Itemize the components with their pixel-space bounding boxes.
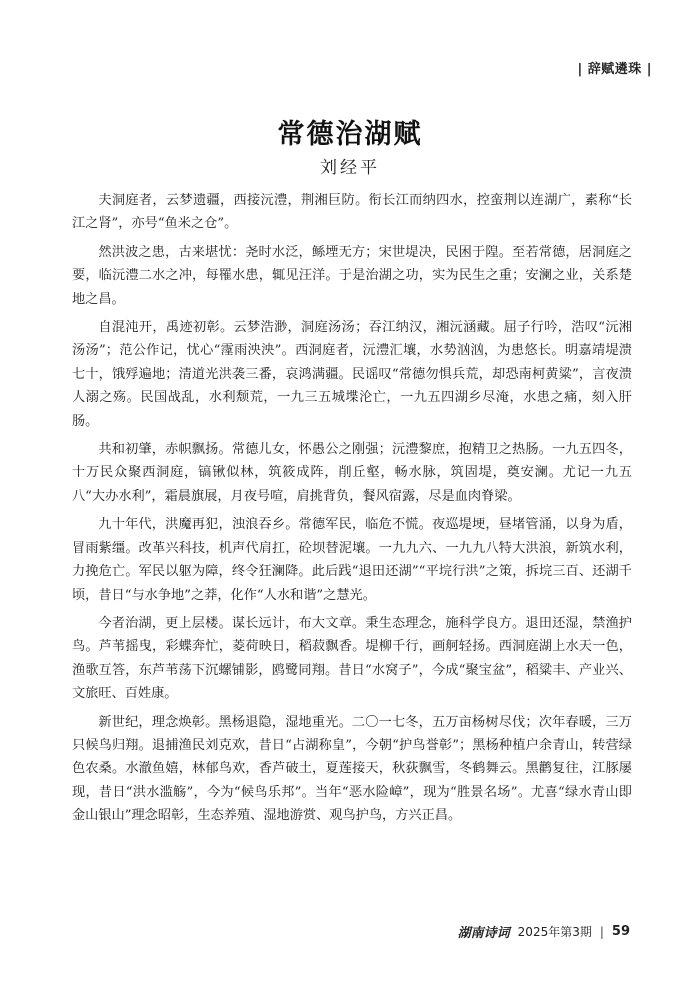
paragraph: 九十年代，洪魔再犯，浊浪吞乡。常德军民，临危不慌。夜巡堤埂，昼堵管涌，以身为盾，冒雨紫缰。改革兴科技，机声代肩扛，砼坝替泥壤。一九九六、一九九八特大洪浪，新筑水利，力挽危亡。军民以躯为障，终令狂澜降。此后践“退田还湖”“平垸行洪”之策，拆垸三百、还湖千顷，昔日“与水争地”之莽，化作“人水和谐”之慧光。 bbox=[72, 517, 632, 603]
section-tag: | 辞赋遴珠 | bbox=[577, 62, 652, 77]
article-body bbox=[72, 189, 632, 833]
paragraph: 今者治湖，更上层楼。谋长远计，布大文章。秉生态理念，施科学良方。退田还湿，禁渔护鸟。芦苇摇曳，彩蝶奔忙，菱荷映日，稻菽飘香。堤柳千行，画舸轻扬。西洞庭湖上水天一色，渔歌互答，东芦苇荡下沉螺铺影，鸥鹭同翔。昔日“水窝子”，今成“聚宝盆”，稻粱丰、产业兴、文旅旺、百姓康。 bbox=[72, 615, 632, 702]
issue-label: 2025年第3期 bbox=[517, 925, 592, 939]
journal-logo: 湖南诗词 bbox=[457, 926, 510, 941]
paragraph: 夫洞庭者，云梦遗疆，西接沅澧，荆湘巨防。衔长江而纳四水，控蛮荆以连湖广，素称“长江之肾”，亦号“鱼米之仓”。 bbox=[72, 193, 632, 232]
page-number: 59 bbox=[611, 924, 630, 939]
article-author: 刘经平 bbox=[320, 158, 380, 178]
paragraph: 新世纪，理念焕彰。黑杨退隐，湿地重光。二〇一七冬，五万亩杨树尽伐；次年春暖，三万只候鸟归翔。退捕渔民刘克欢，昔日“占湖称皇”，今朝“护鸟誉彰”；黑杨种植户余青山，转营绿色农桑。水澈鱼嬉，林郁鸟欢，香芦破土，夏莲接天，秋荻飘雪，冬鹤舞云。黑鹳复往，江豚屡现，昔日“洪水滥觞”，今为“候鸟乐邦”。当年“恶水险嶂”，现为“胜景名场”。尤喜“绿水青山即金山银山”理念昭彰，生态养殖、湿地游赏、观鸟护鸟，方兴正昌。 bbox=[72, 714, 632, 824]
footer-separator: | bbox=[599, 924, 604, 939]
paragraph: 共和初肇，赤帜飘扬。常德儿女，怀愚公之刚强；沅澧黎庶，抱精卫之热肠。一九五四冬，十万民众聚西洞庭，镐锹似林，筑筱成阵，削丘壑，畅水脉，筑固堤，奠安澜。尤记一九五八“大办水利”，霜晨旗展，月夜号喧，肩挑背负，餐风宿露，尽是血肉脊梁。 bbox=[72, 442, 632, 504]
page-footer bbox=[458, 922, 630, 941]
article-title: 常德治湖赋 bbox=[277, 119, 423, 150]
paragraph: 然洪波之患，古来堪忧：尧时水泛，鲧堙无方；宋世堤决，民困于隍。至若常德，居洞庭之要，临沅澧二水之冲，每罹水患，辄见汪洋。于是治湖之功，实为民生之重；安澜之业，关系楚地之昌。 bbox=[72, 244, 632, 307]
paragraph: 自混沌开，禹迹初彰。云梦浩渺，洞庭汤汤；吞江纳汉，湘沅涵藏。屈子行吟，浩叹“沅湘汤汤”；范公作记，忧心“霪雨泱泱”。西洞庭者，沅澧汇壤，水势汹汹，为患悠长。明嘉靖堤溃七十，饿殍遍地；清道光洪袭三番，哀鸿满疆。民谣叹“常德勿惧兵荒，却恐南柯黄粱”，言夜溃人溺之殇。民国战乱，水利颓荒，一九三五城堞沦亡，一九五四湖乡尽淹，水患之痛，刻入肝肠。 bbox=[72, 320, 632, 429]
